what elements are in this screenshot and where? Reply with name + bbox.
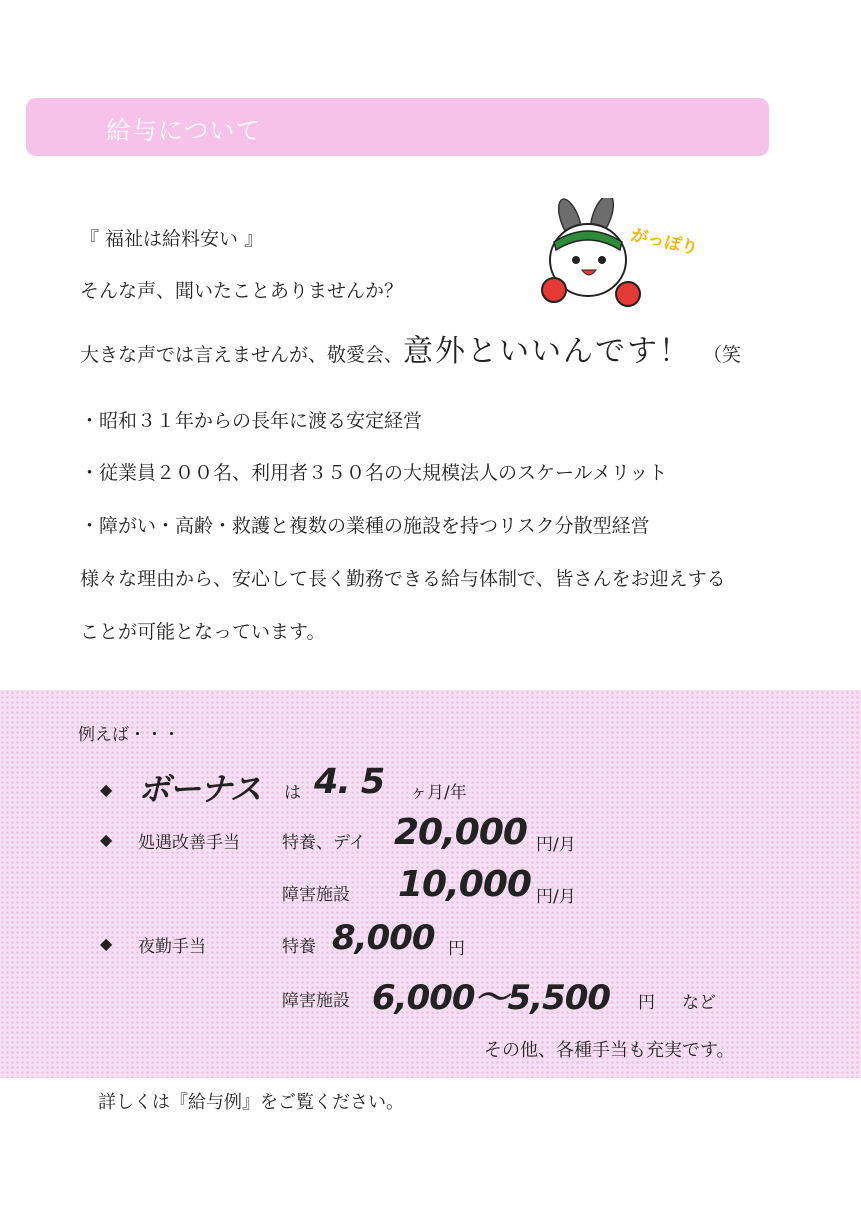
conclusion-line: ことが可能となっています。: [80, 621, 326, 643]
footer-note: 詳しくは『給与例』をご覧ください。: [98, 1092, 404, 1113]
section-header: [26, 98, 769, 156]
treatment-row1-value: 20,000: [394, 812, 527, 853]
diamond-bullet-icon: ◆: [100, 830, 113, 849]
mascot-illustration: [540, 198, 700, 318]
treatment-row2-unit: 円/月: [536, 887, 576, 907]
bonus-unit: ヶ月/年: [410, 783, 467, 803]
treatment-row1-unit: 円/月: [536, 835, 576, 855]
claim-suffix: （笑: [703, 344, 742, 366]
reason-item: ・昭和３１年からの長年に渡る安定経営: [80, 410, 423, 432]
treatment-row2-label: 障害施設: [282, 885, 350, 905]
claim-prefix: 大きな声では言えませんが、敬愛会、: [80, 344, 404, 366]
claim-emphasis: 意外といいんです！: [403, 334, 692, 369]
night-row1-label: 特養: [282, 937, 316, 957]
section-title: 給与について: [106, 116, 262, 145]
bonus-label: ボーナス: [138, 770, 261, 808]
night-row1-unit: 円: [448, 939, 465, 959]
diamond-bullet-icon: ◆: [100, 934, 113, 953]
night-row2-unit: 円: [638, 993, 655, 1013]
intro-claim: [80, 326, 741, 370]
other-allowances: その他、各種手当も充実です。: [484, 1040, 735, 1061]
conclusion-line: 様々な理由から、安心して長く勤務できる給与体制で、皆さんをお迎えする: [80, 568, 726, 590]
examples-section: [0, 690, 861, 1078]
night-row2-value: 6,000〜5,500: [372, 978, 611, 1018]
night-row1-value: 8,000: [332, 918, 435, 958]
night-row2-label: 障害施設: [282, 991, 350, 1011]
reason-item: ・従業員２００名、利用者３５０名の大規模法人のスケールメリット: [80, 462, 668, 484]
bonus-value: 4. 5: [314, 762, 385, 802]
intro-quote: 『 福祉は給料安い 』: [80, 228, 264, 250]
intro-question: そんな声、聞いたことありませんか？: [80, 280, 404, 302]
night-row2-tail: など: [682, 993, 716, 1013]
treatment-row1-label: 特養、デイ: [282, 833, 366, 853]
reason-item: ・障がい・高齢・救護と複数の業種の施設を持つリスク分散型経営: [80, 515, 650, 537]
treatment-row2-value: 10,000: [398, 864, 531, 905]
mascot-caption: がっぽり: [628, 225, 700, 260]
diamond-bullet-icon: ◆: [100, 780, 113, 799]
night-label: 夜勤手当: [138, 937, 206, 957]
treatment-label: 処遇改善手当: [138, 833, 240, 853]
examples-lead: 例えば・・・: [78, 725, 180, 745]
bonus-particle: は: [284, 783, 301, 803]
